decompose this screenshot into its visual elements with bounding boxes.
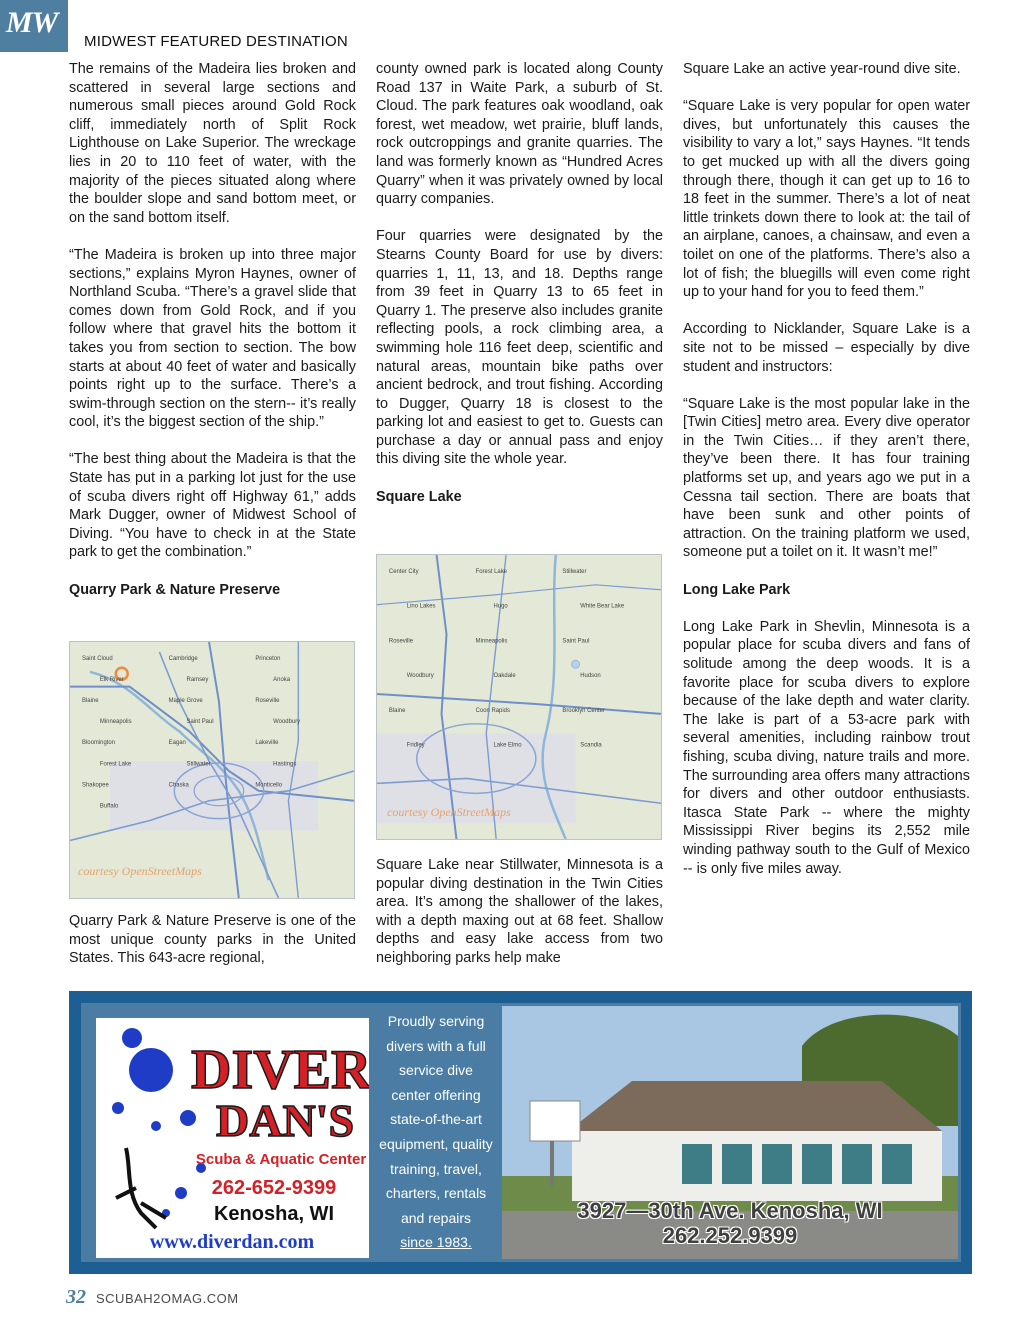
map-place-label: Coon Rapids	[475, 707, 510, 714]
map-place-label: Cambridge	[168, 655, 198, 662]
logo-text: MW	[6, 6, 58, 39]
map-place-label: Monticello	[255, 782, 283, 789]
magazine-logo	[0, 0, 68, 52]
ad-copy-line: divers with a full	[386, 1037, 486, 1054]
map-place-label: Shakopee	[82, 782, 109, 789]
logo-phone: 262-652-9399	[211, 1177, 337, 1199]
map-caption: Square Lake near Stillwater, Minnesota is a popular diving destination in the Twin Cities area. It’s among the shallower of the lakes, with a depth maxing out at 68 feet. Shallow depths and easy lake access from two neighboring parks help make	[376, 857, 663, 966]
logo-city: Kenosha, WI	[213, 1203, 335, 1225]
map-place-label: Blaine	[82, 698, 99, 705]
map-place-label: Ramsey	[186, 676, 209, 683]
diver-silhouette-icon	[116, 1148, 166, 1228]
ad-since-link[interactable]: since 1983.	[400, 1234, 472, 1251]
quarry-park-map	[69, 641, 355, 899]
section-heading-quarry-park: Quarry Park & Nature Preserve	[69, 581, 281, 598]
map-place-label: Buffalo	[99, 803, 119, 810]
ad-copy-line: and repairs	[400, 1209, 472, 1226]
map-place-label: Saint Paul	[562, 638, 590, 645]
section-heading-square-lake: Square Lake	[376, 488, 462, 505]
diver-dans-advertisement	[69, 991, 972, 1274]
logo-tagline: Scuba & Aquatic Center	[195, 1151, 367, 1168]
ad-copy-line: service dive	[399, 1062, 473, 1079]
map-place-label: Eagan	[168, 740, 186, 747]
map-place-label: Hugo	[493, 603, 508, 610]
map-place-label: Blaine	[388, 707, 406, 714]
map-place-label: Stillwater	[186, 761, 211, 768]
logo-brand-line2: DAN'S	[216, 1095, 355, 1146]
map-place-label: Brooklyn Center	[562, 707, 605, 714]
map-place-label: Chaska	[168, 782, 189, 789]
ad-copy-line: equipment, quality	[379, 1135, 493, 1152]
map-place-label: Saint Cloud	[82, 655, 113, 662]
map-place-label: Minneapolis	[99, 719, 132, 726]
ad-copy-line: center offering	[391, 1086, 481, 1103]
store-address: 3927—30th Ave. Kenosha, WI	[577, 1198, 883, 1223]
diver-dans-logo	[96, 1018, 369, 1258]
map-credit: courtesy OpenStreetMaps	[387, 805, 511, 819]
map-place-label: Maple Grove	[168, 698, 203, 705]
logo-brand-line1: DIVER	[191, 1039, 369, 1101]
map-place-label: Bloomington	[82, 740, 116, 747]
section-label: MIDWEST FEATURED DESTINATION	[84, 33, 348, 50]
map-credit: courtesy OpenStreetMaps	[78, 864, 202, 878]
paragraph: Four quarries were designated by the Stearns County Board for use by divers: quarries 1, 11, 13, and 18. Depths range from 39 feet in Quarry 13 to 65 feet in Quarry 1. The preserve also includes granite reflecting pools, a rock climbing area, a swimming hole 116 feet deep, scientific and natural areas, mountain bike paths over ancient bedrock, and trout fishing. According to Dugger, Quarry 18 is closest to the parking lot and easiest to get to. Guests can purchase a day or annual pass and enjoy this diving site the whole year.	[376, 228, 663, 468]
map-place-label: Lakeville	[255, 740, 279, 747]
store-photo	[502, 1006, 958, 1259]
map-place-label: Princeton	[255, 655, 281, 662]
store-phone: 262.252.9399	[662, 1223, 798, 1248]
article-column-1	[69, 60, 356, 599]
paragraph: “Square Lake is very popular for open water dives, but unfortunately this causes the visibility to vary a lot,” says Haynes. “It tends to get mucked up with all the divers going through there, though it can get up to 16 to 18 feet in the summer. There’s a lot of neat little trinkets down there to look at: the tail of an airplane, canoes, a chainsaw, and even a toilet on one of the platforms. There’s also a lot of fish; the bluegills will even come right up to your hand for you to feed them.”	[683, 98, 970, 301]
map-place-label: Hudson	[580, 673, 601, 680]
paragraph: Quarry Park & Nature Preserve is one of the most unique county parks in the United States. This 643-acre regional,	[69, 913, 356, 967]
article-column-3	[683, 60, 970, 878]
site-name: SCUBAH2OMAG.COM	[96, 1291, 239, 1306]
paragraph: The remains of the Madeira lies broken and scattered in several large sections and numerous small pieces around Gold Rock cliff, immediately north of Split Rock Lighthouse on Lake Superior. The wreckage lies in 20 to 110 feet of water, with the majority of the pieces situated along where the boulder slope and sand bottom meet, or on the sand bottom itself.	[69, 61, 356, 226]
ad-copy	[373, 1009, 499, 1255]
map-place-label: Forest Lake	[99, 761, 132, 768]
paragraph: county owned park is located along County Road 137 in Waite Park, a suburb of St. Cloud. The park features oak woodland, oak forest, wet meadow, wet prairie, bluff lands, rock outcroppings and granite quarries. The land was formerly known as “Hundred Acres Quarry” when it was privately owned by local quarry companies.	[376, 61, 663, 208]
map-place-label: Stillwater	[562, 568, 587, 575]
article-column-1-continued	[69, 912, 356, 968]
article-column-2-continued	[376, 856, 663, 968]
map-place-label: Roseville	[388, 638, 414, 645]
logo-url: www.diverdan.com	[149, 1231, 315, 1253]
map-place-label: Roseville	[255, 698, 280, 705]
square-lake-map	[376, 554, 662, 840]
map-place-label: Scandia	[580, 742, 602, 749]
paragraph: “The Madeira is broken up into three major sections,” explains Myron Haynes, owner of Northland Scuba. “There’s a gravel slide that comes down from Gold Rock, and if you follow where that gravel hits the bottom it takes you from section to section. The bow starts at about 40 feet of water and basically points right up to the surface. There’s a swim-through section on the stern-- it’s really cool, it’s the biggest section of the ship.”	[69, 246, 356, 431]
map-place-label: Elk River	[99, 676, 124, 683]
map-place-label: Lake Elmo	[493, 742, 522, 749]
map-place-label: Anoka	[273, 676, 291, 683]
ad-copy-line: state-of-the-art	[390, 1111, 482, 1128]
map-place-label: Woodbury	[273, 719, 301, 726]
map-place-label: Minneapolis	[475, 638, 508, 645]
section-heading-long-lake-park: Long Lake Park	[683, 581, 791, 598]
paragraph: Square Lake an active year-round dive site.	[683, 61, 961, 77]
map-place-label: White Bear Lake	[580, 603, 625, 610]
diver-dans-logo-graphic	[96, 1018, 369, 1258]
paragraph: According to Nicklander, Square Lake is a site not to be missed – especially by dive student and instructors:	[683, 321, 970, 375]
map-graphic	[377, 555, 661, 839]
paragraph: Long Lake Park in Shevlin, Minnesota is a popular place for scuba divers and fans of solitude among the deep woods. It is a favorite place for scuba divers to explore because of the lake depth and water clarity. The lake is part of a 53-acre park with several amenities, including rainbow trout fishing, scuba diving, nature trails and more. The surrounding area offers many attractions for divers and other outdoor enthusiasts. Itasca State Park -- where the mighty Mississippi River begins its 2,552 mile winding pathway south to the Gulf of Mexico -- is only five miles away.	[683, 618, 970, 877]
map-place-label: Saint Paul	[186, 719, 214, 726]
page-number: 32	[66, 1286, 86, 1308]
ad-copy-line: training, travel,	[390, 1160, 482, 1177]
page-footer	[66, 1286, 239, 1309]
article-column-2	[376, 60, 663, 506]
map-place-label: Lino Lakes	[406, 603, 436, 610]
map-place-label: Oakdale	[493, 673, 516, 680]
map-place-label: Center City	[388, 568, 419, 575]
ad-copy-line: Proudly serving	[387, 1013, 485, 1029]
paragraph: “Square Lake is the most popular lake in the [Twin Cities] metro area. Every dive operator in the Twin Cities… if they aren’t there, they’ve been there. It has four training platforms set up, and years ago we put in a Cessna tail section. There are boats that have been sunk and other points of attraction. On the training platform we used, someone put a toilet on it. It wasn’t me!”	[683, 395, 970, 561]
ad-copy-line: charters, rentals	[385, 1185, 487, 1202]
map-place-label: Fridley	[406, 742, 425, 749]
ad-panel	[81, 1003, 961, 1262]
map-graphic	[70, 642, 354, 898]
map-place-label: Hastings	[273, 761, 297, 768]
paragraph: “The best thing about the Madeira is that the State has put in a parking lot just for the use of scuba divers right off Highway 61,” adds Mark Dugger, owner of Midwest School of Diving. “You have to check in at the State park to get the combination.”	[69, 451, 356, 561]
map-place-label: Forest Lake	[475, 568, 507, 575]
map-place-label: Woodbury	[406, 673, 434, 680]
